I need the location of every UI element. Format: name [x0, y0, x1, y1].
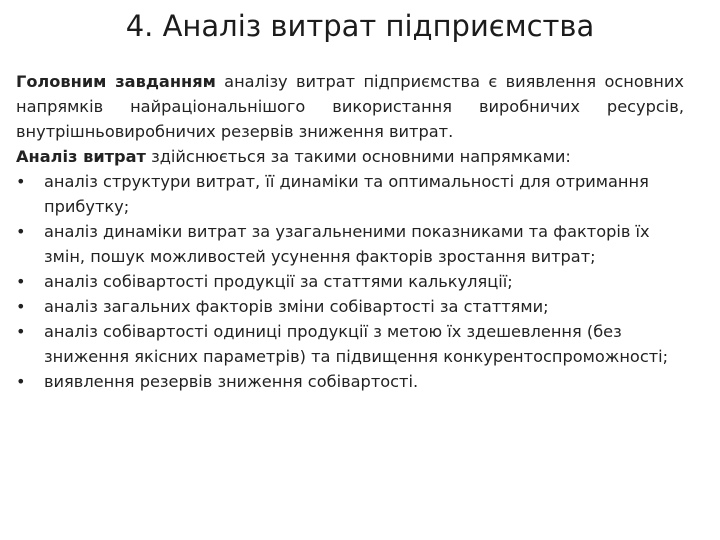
- slide-title: 4. Аналіз витрат підприємства: [125, 9, 595, 43]
- bullet-icon: •: [16, 222, 26, 241]
- directions-list: [16, 169, 684, 394]
- list-item: [16, 219, 684, 269]
- bullet-icon: •: [16, 272, 26, 291]
- list-item: [16, 319, 684, 369]
- list-item: [16, 369, 684, 394]
- list-item-text: аналіз собівартості продукції за статтями калькуляції;: [44, 272, 513, 291]
- list-item: [16, 294, 684, 319]
- list-item-text: аналіз загальних факторів зміни собівартості за статтями;: [44, 297, 549, 316]
- bullet-icon: •: [16, 172, 26, 191]
- bullet-icon: •: [16, 297, 26, 316]
- directions-paragraph: [16, 144, 684, 169]
- intro-paragraph: [16, 69, 684, 144]
- bullet-icon: •: [16, 322, 26, 341]
- intro-lead: Головним завданням: [16, 72, 216, 91]
- bullet-icon: •: [16, 372, 26, 391]
- list-item-text: аналіз динаміки витрат за узагальненими показниками та факторів їх змін, пошук можливостей усунення факторів зростання витрат;: [44, 222, 650, 266]
- list-item: [16, 169, 684, 219]
- slide-content: [16, 69, 684, 394]
- list-item-text: виявлення резервів зниження собівартості.: [44, 372, 419, 391]
- intro-text: аналізу витрат підприємства є виявлення основних напрямків найраціональнішого використання виробничих ресурсів, внутрішньовиробничих резервів зниження витрат.: [16, 72, 684, 141]
- directions-lead: Аналіз витрат: [16, 147, 146, 166]
- list-item-text: аналіз собівартості одиниці продукції з метою їх здешевлення (без зниження якісних параметрів) та підвищення конкурентоспроможності;: [44, 322, 669, 366]
- list-item: [16, 269, 684, 294]
- list-item-text: аналіз структури витрат, її динаміки та оптимальності для отримання прибутку;: [44, 172, 649, 216]
- directions-text: здійснюється за такими основними напрямками:: [145, 147, 571, 166]
